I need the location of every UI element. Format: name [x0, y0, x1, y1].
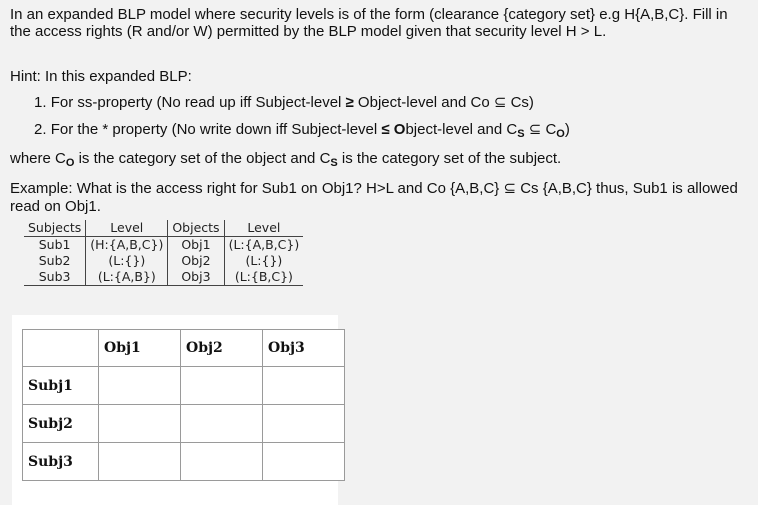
grid-row-label-subj3: Subj3 [23, 443, 99, 481]
info-cell: Sub2 [24, 253, 86, 269]
info-cell: (L:{}) [86, 253, 168, 269]
example-text: Example: What is the access right for Sub1 on Obj1? H>L and Co {A,B,C} ⊆ Cs {A,B,C} thus, Sub1 is allowed read on Obj1. [10, 180, 738, 215]
grid-header-obj1: Obj1 [99, 330, 181, 367]
info-cell: Obj2 [168, 253, 224, 269]
info-cell: Sub3 [24, 269, 86, 286]
info-cell: (L:{A,B,C}) [228, 237, 300, 252]
info-cell: Obj1 [168, 237, 224, 254]
grid-answer-cell[interactable] [99, 443, 181, 481]
question-text: In an expanded BLP model where security levels is of the form (clearance {category set} e.g H{A,B,C}. Fill in the access rights (R and/or W) permitted by the BLP model given that security level H > L. [10, 6, 728, 40]
grid-header-row [23, 330, 345, 367]
info-cell: (L:{A,B}) [86, 269, 168, 286]
info-header-level: Level [86, 220, 168, 237]
hint-text: Hint: In this expanded BLP: [10, 68, 192, 85]
info-header-objects: Objects [168, 220, 224, 237]
info-header-row [24, 220, 303, 237]
info-header-level: Level [224, 220, 303, 237]
grid-row-label-subj2: Subj2 [23, 405, 99, 443]
grid-row [23, 405, 345, 443]
grid-row-label-subj1: Subj1 [23, 367, 99, 405]
grid-answer-cell[interactable] [263, 405, 345, 443]
rule-ss-property: 1. For ss-property (No read up iff Subject-level ≥ Object-level and Co ⊆ Cs) [34, 94, 534, 111]
info-cell: (H:{A,B,C}) [86, 237, 168, 254]
grid-row [23, 367, 345, 405]
security-level-table [24, 220, 303, 286]
grid-header-obj3: Obj3 [263, 330, 345, 367]
grid-answer-cell[interactable] [181, 367, 263, 405]
grid-answer-cell[interactable] [263, 367, 345, 405]
info-row [24, 269, 303, 286]
info-cell: (L:{B,C}) [224, 269, 303, 286]
grid-answer-cell[interactable] [99, 405, 181, 443]
access-rights-grid [22, 329, 345, 481]
grid-corner-cell [23, 330, 99, 367]
info-header-subjects: Subjects [24, 220, 86, 237]
grid-answer-cell[interactable] [99, 367, 181, 405]
grid-answer-cell[interactable] [181, 443, 263, 481]
info-cell: (L:{}) [245, 253, 283, 268]
grid-answer-cell[interactable] [263, 443, 345, 481]
info-cell: Obj3 [168, 269, 224, 286]
info-row [24, 253, 303, 269]
grid-answer-cell[interactable] [181, 405, 263, 443]
info-row [24, 237, 303, 254]
grid-header-obj2: Obj2 [181, 330, 263, 367]
where-text: where $C_O$ is the category set of the object and $C_S$ is the category set of the subject. [10, 150, 562, 169]
info-cell: Sub1 [24, 237, 86, 254]
rule-star-property: 2. For the * property (No write down iff Subject-level ≤ Object-level and $C_S$ ⊆ $C_O$) [34, 121, 570, 140]
grid-row [23, 443, 345, 481]
